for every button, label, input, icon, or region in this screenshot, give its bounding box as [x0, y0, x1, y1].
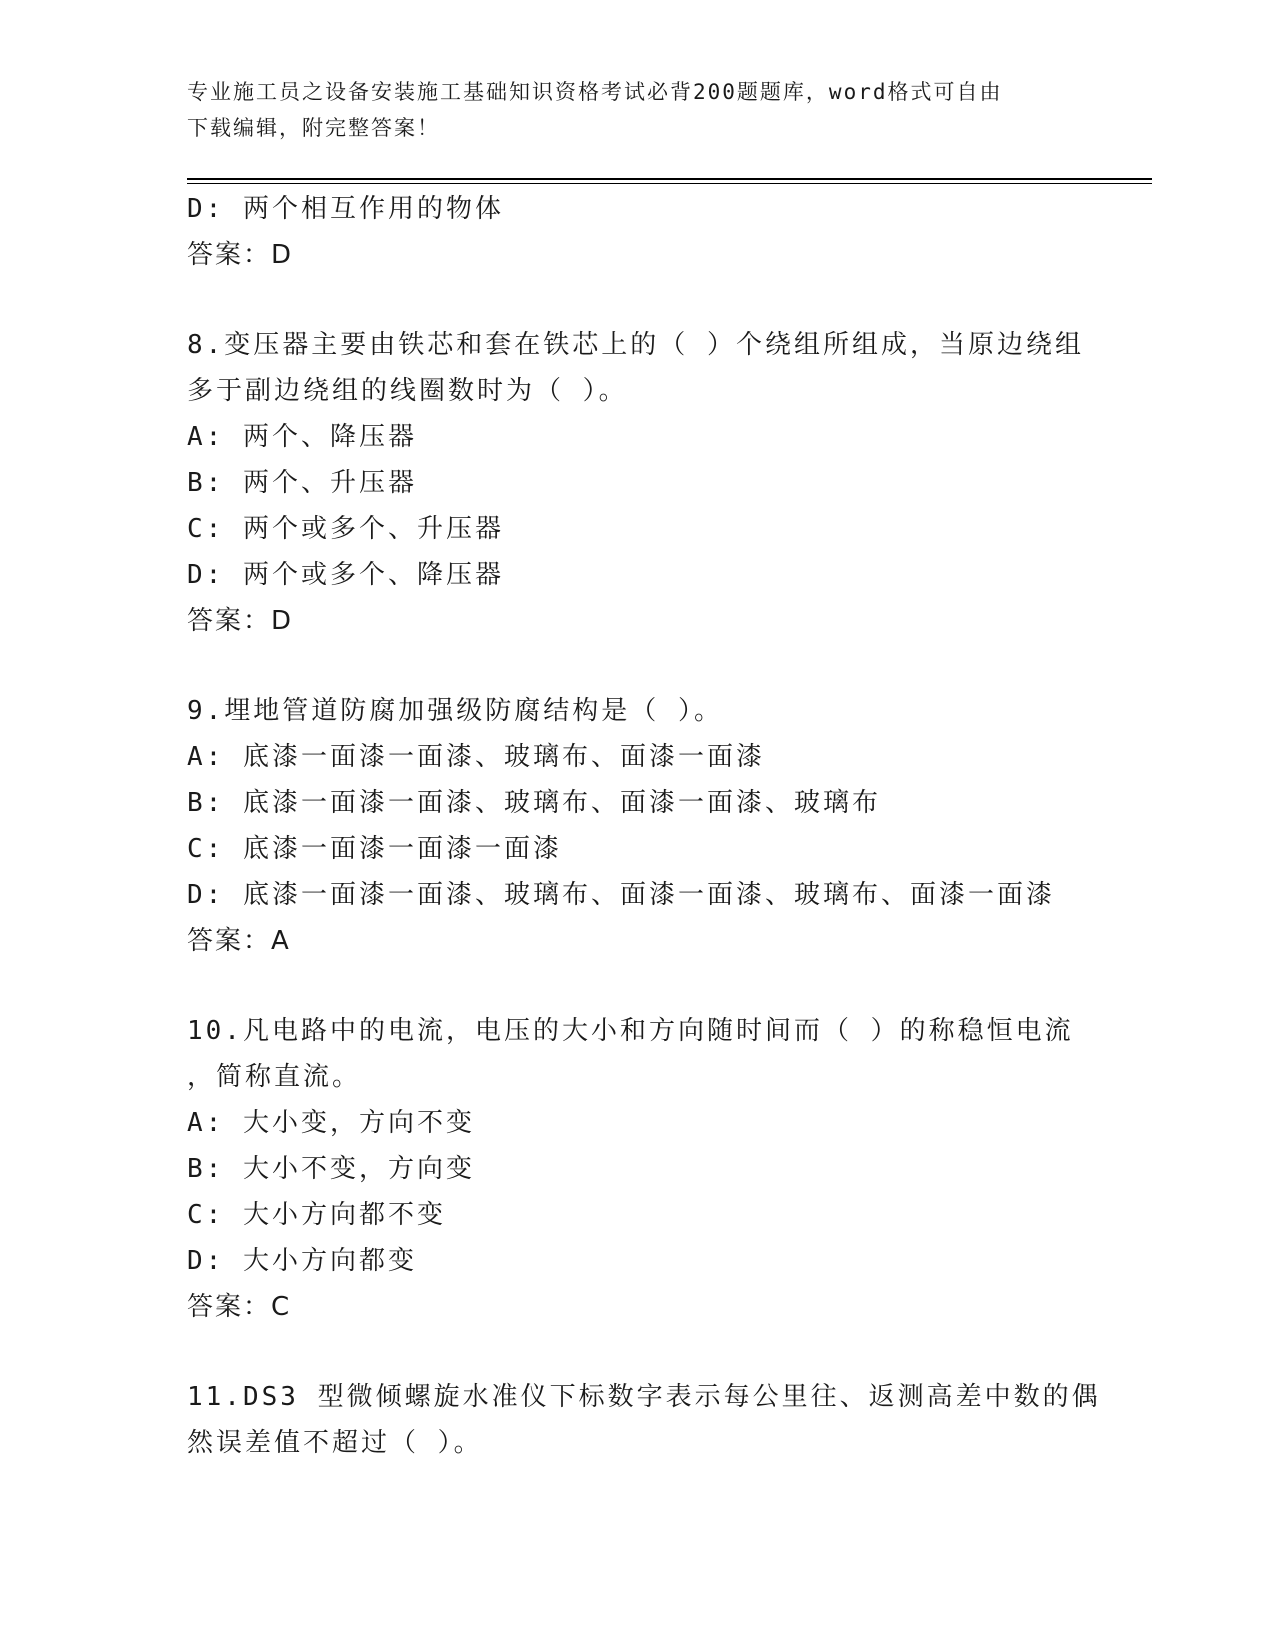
option-d: D: 两个相互作用的物体 [187, 194, 504, 224]
answer-label: 答案：A [187, 926, 291, 956]
option-d: D: 大小方向都变 [187, 1246, 417, 1276]
option-a: A: 大小变，方向不变 [187, 1108, 475, 1138]
prev-question-tail [187, 186, 1127, 278]
option-b: B: 大小不变，方向变 [187, 1154, 475, 1184]
answer-label: 答案：D [187, 606, 294, 636]
question-stem: 然误差值不超过（ ）。 [187, 1428, 483, 1458]
header-line-2: 下载编辑，附完整答案！ [187, 116, 440, 140]
answer-label: 答案：D [187, 240, 294, 270]
question-9 [187, 688, 1127, 964]
option-b: B: 底漆一面漆一面漆、玻璃布、面漆一面漆、玻璃布 [187, 788, 881, 818]
question-stem: 11.DS3 型微倾螺旋水准仪下标数字表示每公里往、返测高差中数的偶 [187, 1382, 1101, 1412]
question-8 [187, 322, 1127, 644]
option-c: C: 底漆一面漆一面漆一面漆 [187, 834, 562, 864]
option-c: C: 两个或多个、升压器 [187, 514, 504, 544]
option-d: D: 底漆一面漆一面漆、玻璃布、面漆一面漆、玻璃布、面漆一面漆 [187, 880, 1055, 910]
question-10 [187, 1008, 1127, 1330]
header-line-1: 专业施工员之设备安装施工基础知识资格考试必背200题题库，word格式可自由 [187, 80, 1003, 104]
option-b: B: 两个、升压器 [187, 468, 417, 498]
question-stem: ，简称直流。 [187, 1062, 362, 1092]
header-rule-thin [187, 183, 1152, 184]
question-stem: 9.埋地管道防腐加强级防腐结构是（ ）。 [187, 696, 723, 726]
question-11 [187, 1374, 1127, 1466]
answer-label: 答案：C [187, 1292, 292, 1322]
question-stem: 多于副边绕组的线圈数时为（ ）。 [187, 376, 628, 406]
question-stem: 8.变压器主要由铁芯和套在铁芯上的（ ）个绕组所组成，当原边绕组 [187, 330, 1084, 360]
document-header [187, 74, 1067, 146]
question-list [187, 186, 1127, 1466]
header-rule-thick [187, 178, 1152, 180]
option-a: A: 底漆一面漆一面漆、玻璃布、面漆一面漆 [187, 742, 765, 772]
option-d: D: 两个或多个、降压器 [187, 560, 504, 590]
option-a: A: 两个、降压器 [187, 422, 417, 452]
option-c: C: 大小方向都不变 [187, 1200, 446, 1230]
question-stem: 10.凡电路中的电流，电压的大小和方向随时间而（ ）的称稳恒电流 [187, 1016, 1074, 1046]
